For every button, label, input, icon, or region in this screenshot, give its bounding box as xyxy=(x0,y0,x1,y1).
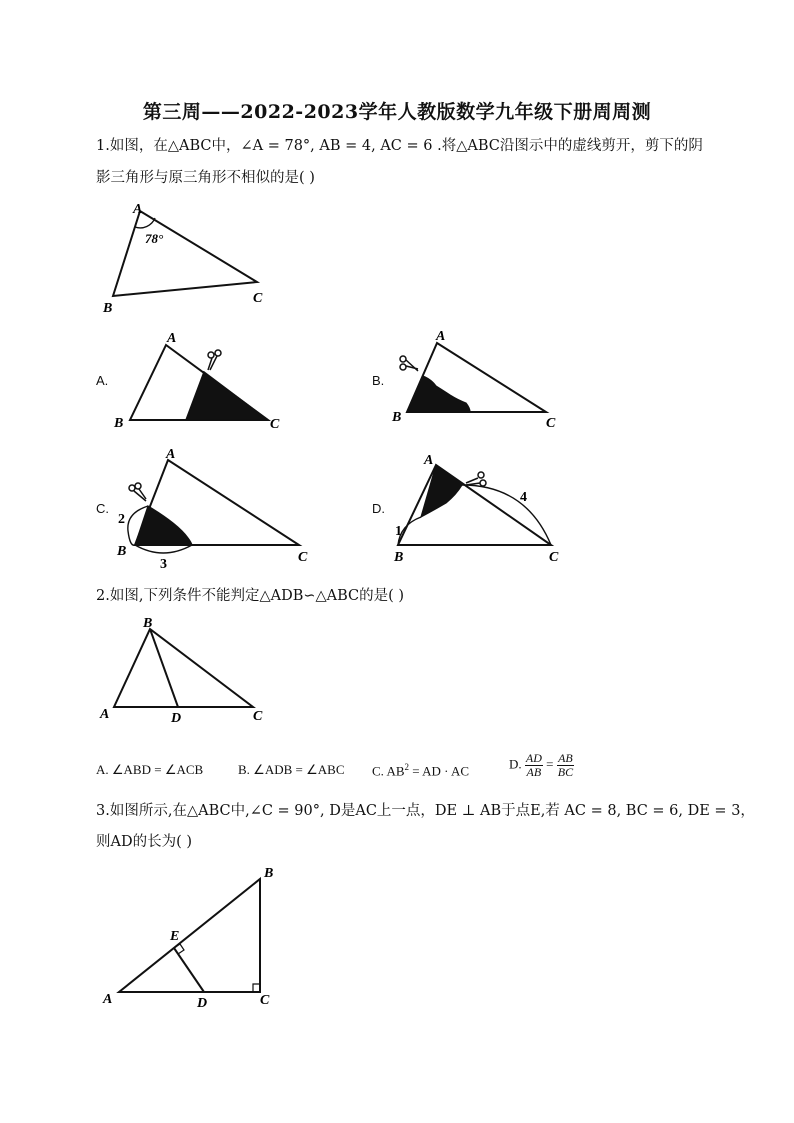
scissors-icon xyxy=(208,350,221,370)
opt-c-label-C: C xyxy=(298,550,308,565)
q1-text-line1: 1.如图，在△ABC中，∠A = 78°, AB = 4, AC = 6 .将△ABC沿图示中的虚线剪开，剪下的阴 xyxy=(96,138,703,154)
q1-option-a-figure xyxy=(108,325,298,439)
q1-option-c-figure xyxy=(108,443,318,582)
q3-label-E: E xyxy=(170,929,180,944)
opt-d-number-1: 1 xyxy=(395,524,402,539)
q2-label-A: A xyxy=(100,707,110,722)
frac2-den: BC xyxy=(557,765,574,779)
q2-option-a[interactable]: A. ∠ABD = ∠ACB xyxy=(96,762,204,777)
opt-d-label-B: B xyxy=(394,550,404,565)
q2-option-c-suffix: = AD · AC xyxy=(409,763,470,779)
q2-option-b[interactable]: B. ∠ADB = ∠ABC xyxy=(238,762,345,777)
q2-label-C: C xyxy=(253,709,263,724)
q3-label-C: C xyxy=(260,993,270,1008)
q3-text-line1: 3.如图所示,在△ABC中,∠C = 90°, D是AC上一点，DE ⊥ AB于点E,若 AC = 8, BC = 6, DE = 3， xyxy=(96,803,755,819)
q1-option-a-label[interactable]: A. xyxy=(96,373,109,388)
q2-option-d-prefix: D. xyxy=(509,756,522,772)
q2-option-d-frac1 xyxy=(525,752,543,779)
q3-text-line2: 则AD的长为( ) xyxy=(96,834,193,850)
q1-label-C: C xyxy=(253,291,263,306)
q1-main-figure xyxy=(95,196,285,325)
frac2-num: AB xyxy=(558,751,573,765)
opt-c-number-3: 3 xyxy=(160,557,167,572)
q2-label-D: D xyxy=(171,711,182,726)
opt-d-label-C: C xyxy=(549,550,559,565)
frac1-den: AB xyxy=(526,765,542,779)
scissors-icon xyxy=(466,472,486,486)
q1-option-d-figure xyxy=(386,445,586,574)
q2-option-d-eq: = xyxy=(546,756,554,772)
q2-option-c-prefix: C. AB xyxy=(372,763,405,779)
opt-c-number-2: 2 xyxy=(118,512,125,527)
scissors-icon xyxy=(400,356,418,371)
q1-label-A: A xyxy=(133,202,143,217)
opt-a-label-B: B xyxy=(114,416,124,431)
q2-option-c-sup: 2 xyxy=(404,762,410,772)
opt-a-label-C: C xyxy=(270,417,280,432)
q3-label-B: B xyxy=(264,866,274,881)
q1-label-B: B xyxy=(103,301,113,316)
page-title: 第三周——2022-2023学年人教版数学九年级下册周周测 xyxy=(142,101,652,123)
q3-label-A: A xyxy=(103,992,113,1007)
q1-option-c-label[interactable]: C. xyxy=(96,501,109,516)
q2-option-d-frac2 xyxy=(557,752,574,779)
scissors-icon xyxy=(129,483,146,501)
q2-text: 2.如图,下列条件不能判定△ADB∽△ABC的是( ) xyxy=(96,588,405,604)
frac1-num: AD xyxy=(525,751,542,765)
q1-option-b-label[interactable]: B. xyxy=(372,373,385,388)
q2-option-d[interactable] xyxy=(509,752,574,779)
q3-figure xyxy=(98,860,288,1019)
opt-b-label-A: A xyxy=(436,329,446,344)
q2-figure xyxy=(98,614,278,730)
q2-option-c[interactable] xyxy=(372,762,469,779)
opt-a-label-A: A xyxy=(167,331,177,346)
opt-c-label-B: B xyxy=(117,544,127,559)
opt-b-label-B: B xyxy=(392,410,402,425)
opt-c-label-A: A xyxy=(166,447,176,462)
q2-label-B: B xyxy=(143,616,153,631)
q1-label-angle: 78° xyxy=(145,231,164,246)
q1-option-b-figure xyxy=(386,323,576,437)
q3-label-D: D xyxy=(197,996,208,1011)
opt-d-number-4: 4 xyxy=(520,490,527,505)
opt-d-label-A: A xyxy=(424,453,434,468)
opt-b-label-C: C xyxy=(546,416,556,431)
q1-text-line2: 影三角形与原三角形不相似的是( ) xyxy=(96,170,315,186)
q1-option-d-label[interactable]: D. xyxy=(372,501,385,516)
